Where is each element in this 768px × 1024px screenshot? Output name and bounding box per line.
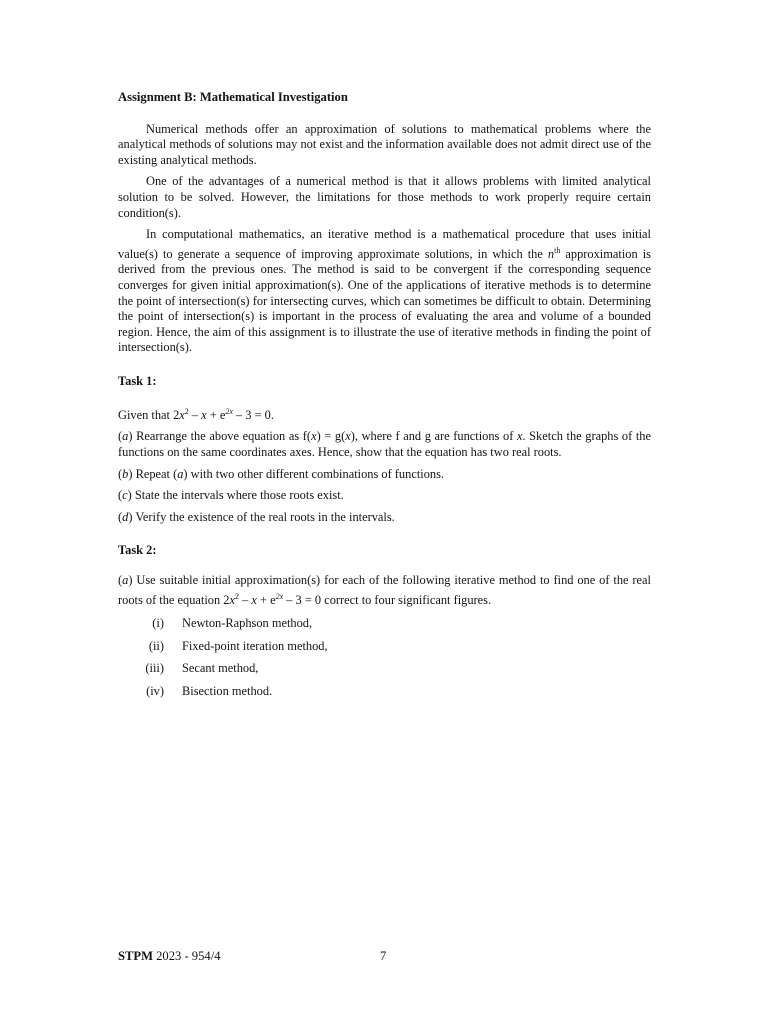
given-equation-line: Given that $2x^2 - x + e^{2x} - 3 = 0$. [118,406,274,422]
intro-paragraph-3: In computational mathematics, an iterative method is a mathematical procedure that uses initial value(s) to generate a sequence of improving approximate solutions, in which the $n^{th}$ approximation is derived from the previous ones. The method is said to be convergent if the corresponding sequence converges for given initial approximation(s). One of the applications of iterative methods is to determine the point of intersection(s) for intersecting curves, which can sometimes be difficult to obtain. Determining the point of intersection(s) is important in the process of evaluating the area and volume of a bounded region. Hence, the aim of this assignment is to illustrate the use of iterative methods in finding the point of intersection(s). [118,227,651,355]
method-item: (ii) Fixed-point iteration method, [148,638,328,653]
method-item: (iv) Bisection method. [146,684,273,698]
task-1-item-a: (a) Rearrange the above equation as f(x) = g(x), where f and g are functions of x. Sketch the graphs of the functions on the same coordinates axes. Hence, show that the equation has two real roots. [118,429,651,459]
intro-paragraph-1: Numerical methods offer an approximation of solutions to mathematical problems where the analytical methods of solutions may not exist and the information available does not admit direct use of the existing analytical methods. [118,121,651,167]
equation: $2x^2 - x + e^{2x} - 3 = 0$ [173,406,271,422]
equation: $2x^2 - x + e^{2x} - 3 = 0$ [223,591,322,607]
method-item: (iii) Secant method, [145,661,259,676]
page-number: 7 [380,949,387,963]
task-2-title: Task 2: [118,543,157,558]
intro-paragraph-2: One of the advantages of a numerical method is that it allows problems with limited analytical solution to be solved. However, the limitations for those methods to work properly require certain condition(s). [118,174,651,220]
document-body [118,90,651,707]
method-item: (i) Newton-Raphson method, [152,616,313,631]
task-1-item-d: (d) Verify the existence of the real roots in the intervals. [118,509,395,524]
task-1-item-b: (b) Repeat (a) with two other different combinations of functions. [118,466,445,481]
task-1-item-c: (c) State the intervals where those roots exist. [118,488,344,503]
task-2-item-a: (a) Use suitable initial approximation(s) for each of the following iterative method to find one of the real roots of the equation $2x^2 - x + e^{2x} - 3 = 0$ correct to four significant figures. [118,572,652,607]
footer-exam-code: STPM 2023 - 954/4 [118,949,221,963]
method-list [118,616,651,699]
assignment-heading: Assignment B: Mathematical Investigation [118,90,348,104]
task-1-title: Task 1: [118,374,157,389]
